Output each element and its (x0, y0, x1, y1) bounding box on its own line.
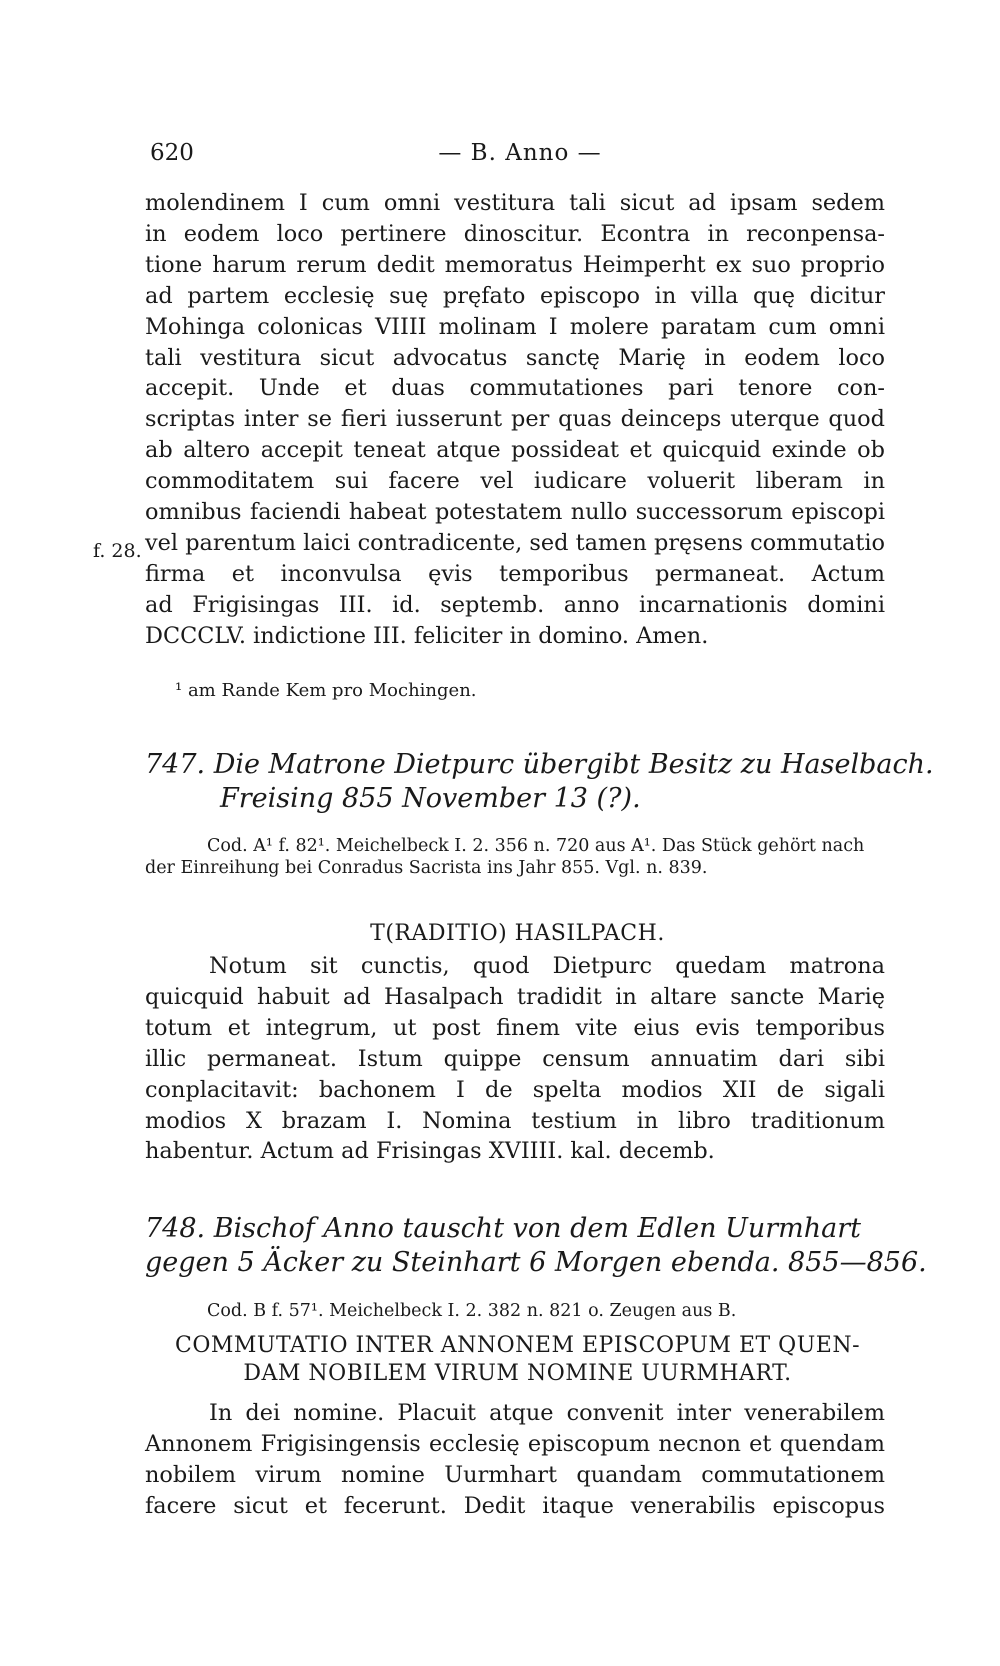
text-line: In dei nomine. Placuit atque convenit inter venerabilem (209, 1400, 885, 1426)
text-line: vel parentum laici contradicente, sed tamen pręsens commutatio (145, 529, 885, 556)
text-line: firma et inconvulsa ęvis temporibus permaneat. Actum (145, 560, 885, 587)
text-line: nobilem virum nomine Uurmhart quandam commutationem (145, 1461, 885, 1488)
doc-747-rubric: T(RADITIO) HASILPACH. (370, 921, 665, 946)
text-line: Mohinga colonicas VIIII molinam I molere paratam cum omni (145, 313, 885, 340)
doc-748-title-line2: gegen 5 Äcker zu Steinhart 6 Morgen ebenda. 855—856. (145, 1247, 927, 1278)
text-line: tione harum rerum dedit memoratus Heimperht ex suo proprio (145, 251, 885, 278)
doc-747-title-line2: Freising 855 November 13 (?). (220, 783, 641, 814)
text-line: ad Frigisingas III. id. septemb. anno incarnationis domini (145, 591, 885, 618)
text-line: facere sicut et fecerunt. Dedit itaque venerabilis episcopus (145, 1492, 885, 1519)
footnote: ¹ am Rande Kem pro Mochingen. (175, 680, 477, 701)
text-line: accepit. Unde et duas commutationes pari tenore con- (145, 375, 885, 402)
folio-margin-note: f. 28. (93, 540, 142, 562)
text-line: DCCCLV. indictione III. feliciter in domino. Amen. (145, 622, 709, 649)
doc-748-text (145, 1398, 885, 1522)
doc-747-text (145, 951, 885, 1167)
text-line: totum et integrum, ut post finem vite eius evis temporibus (145, 1014, 885, 1041)
page-number: 620 (150, 140, 194, 166)
doc-748-title (145, 1212, 927, 1280)
doc-748-rubric-line2: DAM NOBILEM VIRUM NOMINE UURMHART. (243, 1361, 792, 1386)
doc-748-rubric (145, 1332, 890, 1388)
page-header (150, 140, 890, 174)
doc-747-title-line1: 747. Die Matrone Dietpurc übergibt Besitz zu Haselbach. (145, 749, 934, 780)
text-line: scriptas inter se fieri iusserunt per quas deinceps uterque quod (145, 406, 885, 433)
doc-748-source-note: Cod. B f. 57¹. Meichelbeck I. 2. 382 n. 821 o. Zeugen aus B. (207, 1301, 737, 1321)
doc-747-title (145, 748, 934, 816)
running-head: — B. Anno — (438, 140, 602, 166)
text-line: in eodem loco pertinere dinoscitur. Econtra in reconpensa- (145, 220, 885, 247)
text-line: tali vestitura sicut advocatus sanctę Marię in eodem loco (145, 344, 885, 371)
text-line: modios X brazam I. Nomina testium in libro traditionum (145, 1107, 885, 1134)
text-line: Notum sit cunctis, quod Dietpurc quedam matrona (209, 953, 885, 979)
doc-748-rubric-line1: COMMUTATIO INTER ANNONEM EPISCOPUM ET QUEN- (174, 1333, 860, 1358)
text-line: quicquid habuit ad Hasalpach tradidit in altare sancte Marię (145, 983, 885, 1010)
text-line: Annonem Frigisingensis ecclesię episcopum necnon et quendam (145, 1430, 885, 1457)
text-line: conplacitavit: bachonem I de spelta modios XII de sigali (145, 1076, 885, 1103)
text-line: illic permaneat. Istum quippe censum annuatim dari sibi (145, 1045, 885, 1072)
text-line: omnibus faciendi habeat potestatem nullo successorum episcopi (145, 499, 885, 526)
continuation-text (145, 188, 885, 652)
text-line: habentur. Actum ad Frisingas XVIIII. kal. decemb. (145, 1138, 715, 1165)
text-line: commoditatem sui facere vel iudicare voluerit liberam in (145, 468, 885, 495)
text-line: molendinem I cum omni vestitura tali sicut ad ipsam sedem (145, 190, 885, 216)
text-line: ab altero accepit teneat atque possideat et quicquid exinde ob (145, 437, 885, 464)
text-line: ad partem ecclesię suę pręfato episcopo in villa quę dicitur (145, 282, 885, 309)
doc-748-title-line1: 748. Bischof Anno tauscht von dem Edlen Uurmhart (145, 1213, 862, 1244)
doc-747-source-note: Cod. A¹ f. 82¹. Meichelbeck I. 2. 356 n. 720 aus A¹. Das Stück gehört nach der Einreihung bei Conradus Sacrista ins Jahr 855. Vgl. n. 839. (145, 836, 865, 878)
